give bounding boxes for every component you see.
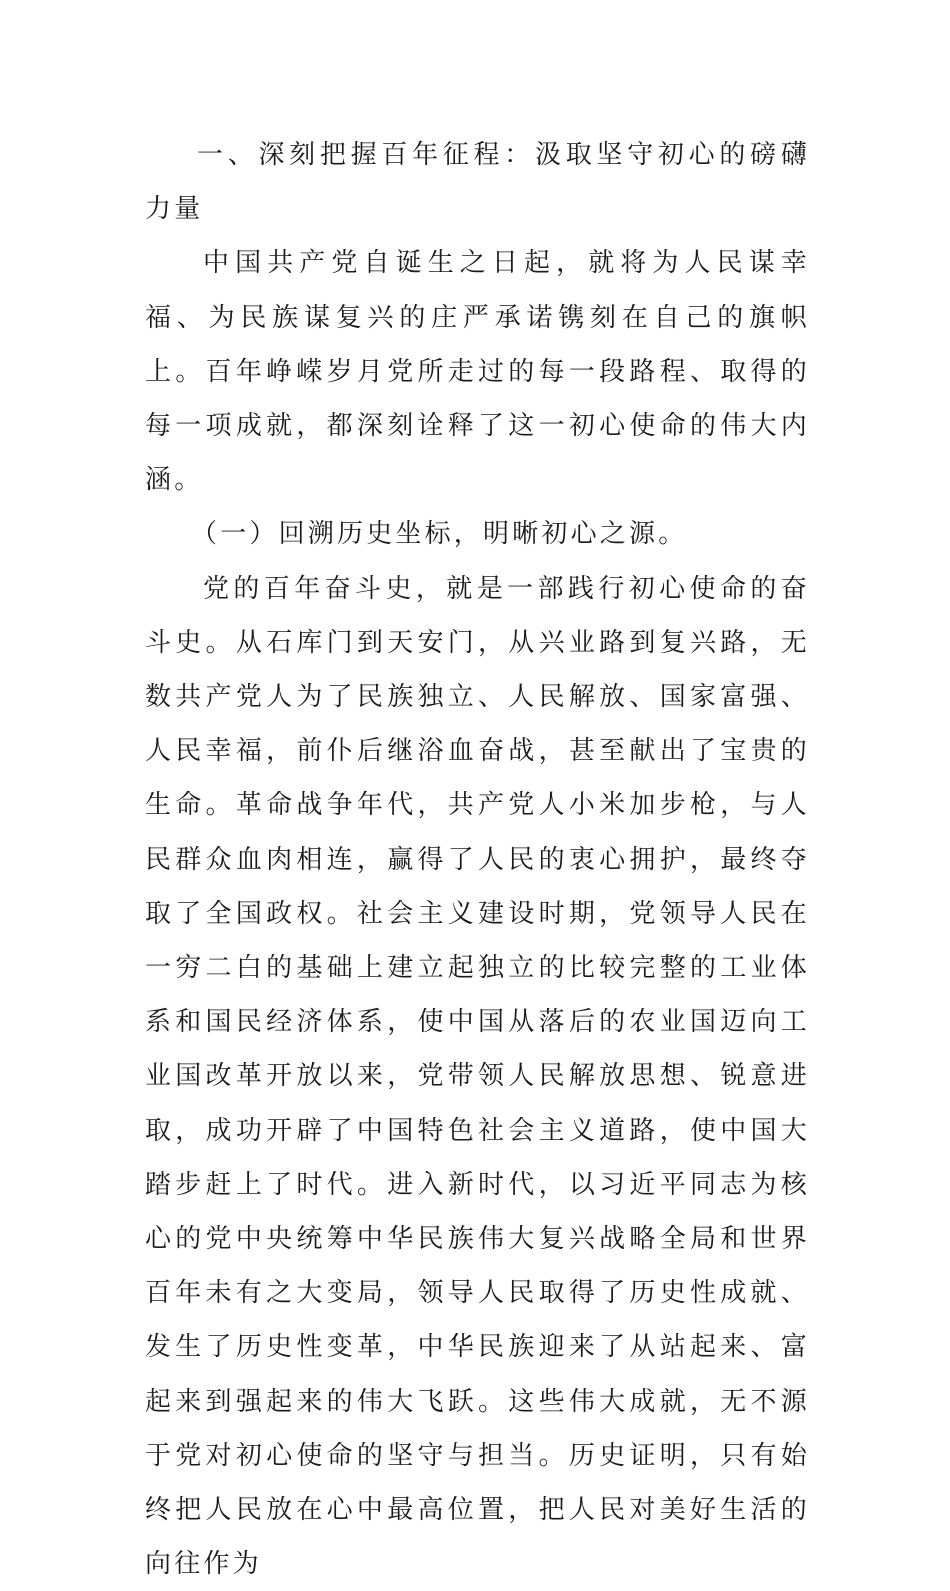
subsection-heading: （一）回溯历史坐标，明晰初心之源。 bbox=[191, 519, 688, 550]
section-heading: 一、深刻把握百年征程：汲取坚守初心的磅礴力量 bbox=[145, 140, 810, 225]
document-body bbox=[145, 128, 810, 1591]
body-paragraph: 党的百年奋斗史，就是一部践行初心使命的奋斗史。从石库门到天安门，从兴业路到复兴路，无数共产党人为了民族独立、人民解放、国家富强、人民幸福，前仆后继浴血奋战，甚至献出了宝贵的生命。革命战争年代，共产党人小米加步枪，与人民群众血肉相连，赢得了人民的衷心拥护，最终夺取了全国政权。社会主义建设时期，党领导人民在一穷二白的基础上建立起独立的比较完整的工业体系和国民经济体系，使中国从落后的农业国迈向工业国改革开放以来，党带领人民解放思想、锐意进取，成功开辟了中国特色社会主义道路，使中国大踏步赶上了时代。进入新时代，以习近平同志为核心的党中央统筹中华民族伟大复兴战略全局和世界百年未有之大变局，领导人民取得了历史性成就、发生了历史性变革，中华民族迎来了从站起来、富起来到强起来的伟大飞跃。这些伟大成就，无不源于党对初心使命的坚守与担当。历史证明，只有始终把人民放在心中最高位置，把人民对美好生活的向往作为 bbox=[145, 573, 810, 1580]
intro-paragraph: 中国共产党自诞生之日起，就将为人民谋幸福、为民族谋复兴的庄严承诺镌刻在自己的旗帜上。百年峥嵘岁月党所走过的每一段路程、取得的每一项成就，都深刻诠释了这一初心使命的伟大内涵。 bbox=[145, 248, 810, 496]
